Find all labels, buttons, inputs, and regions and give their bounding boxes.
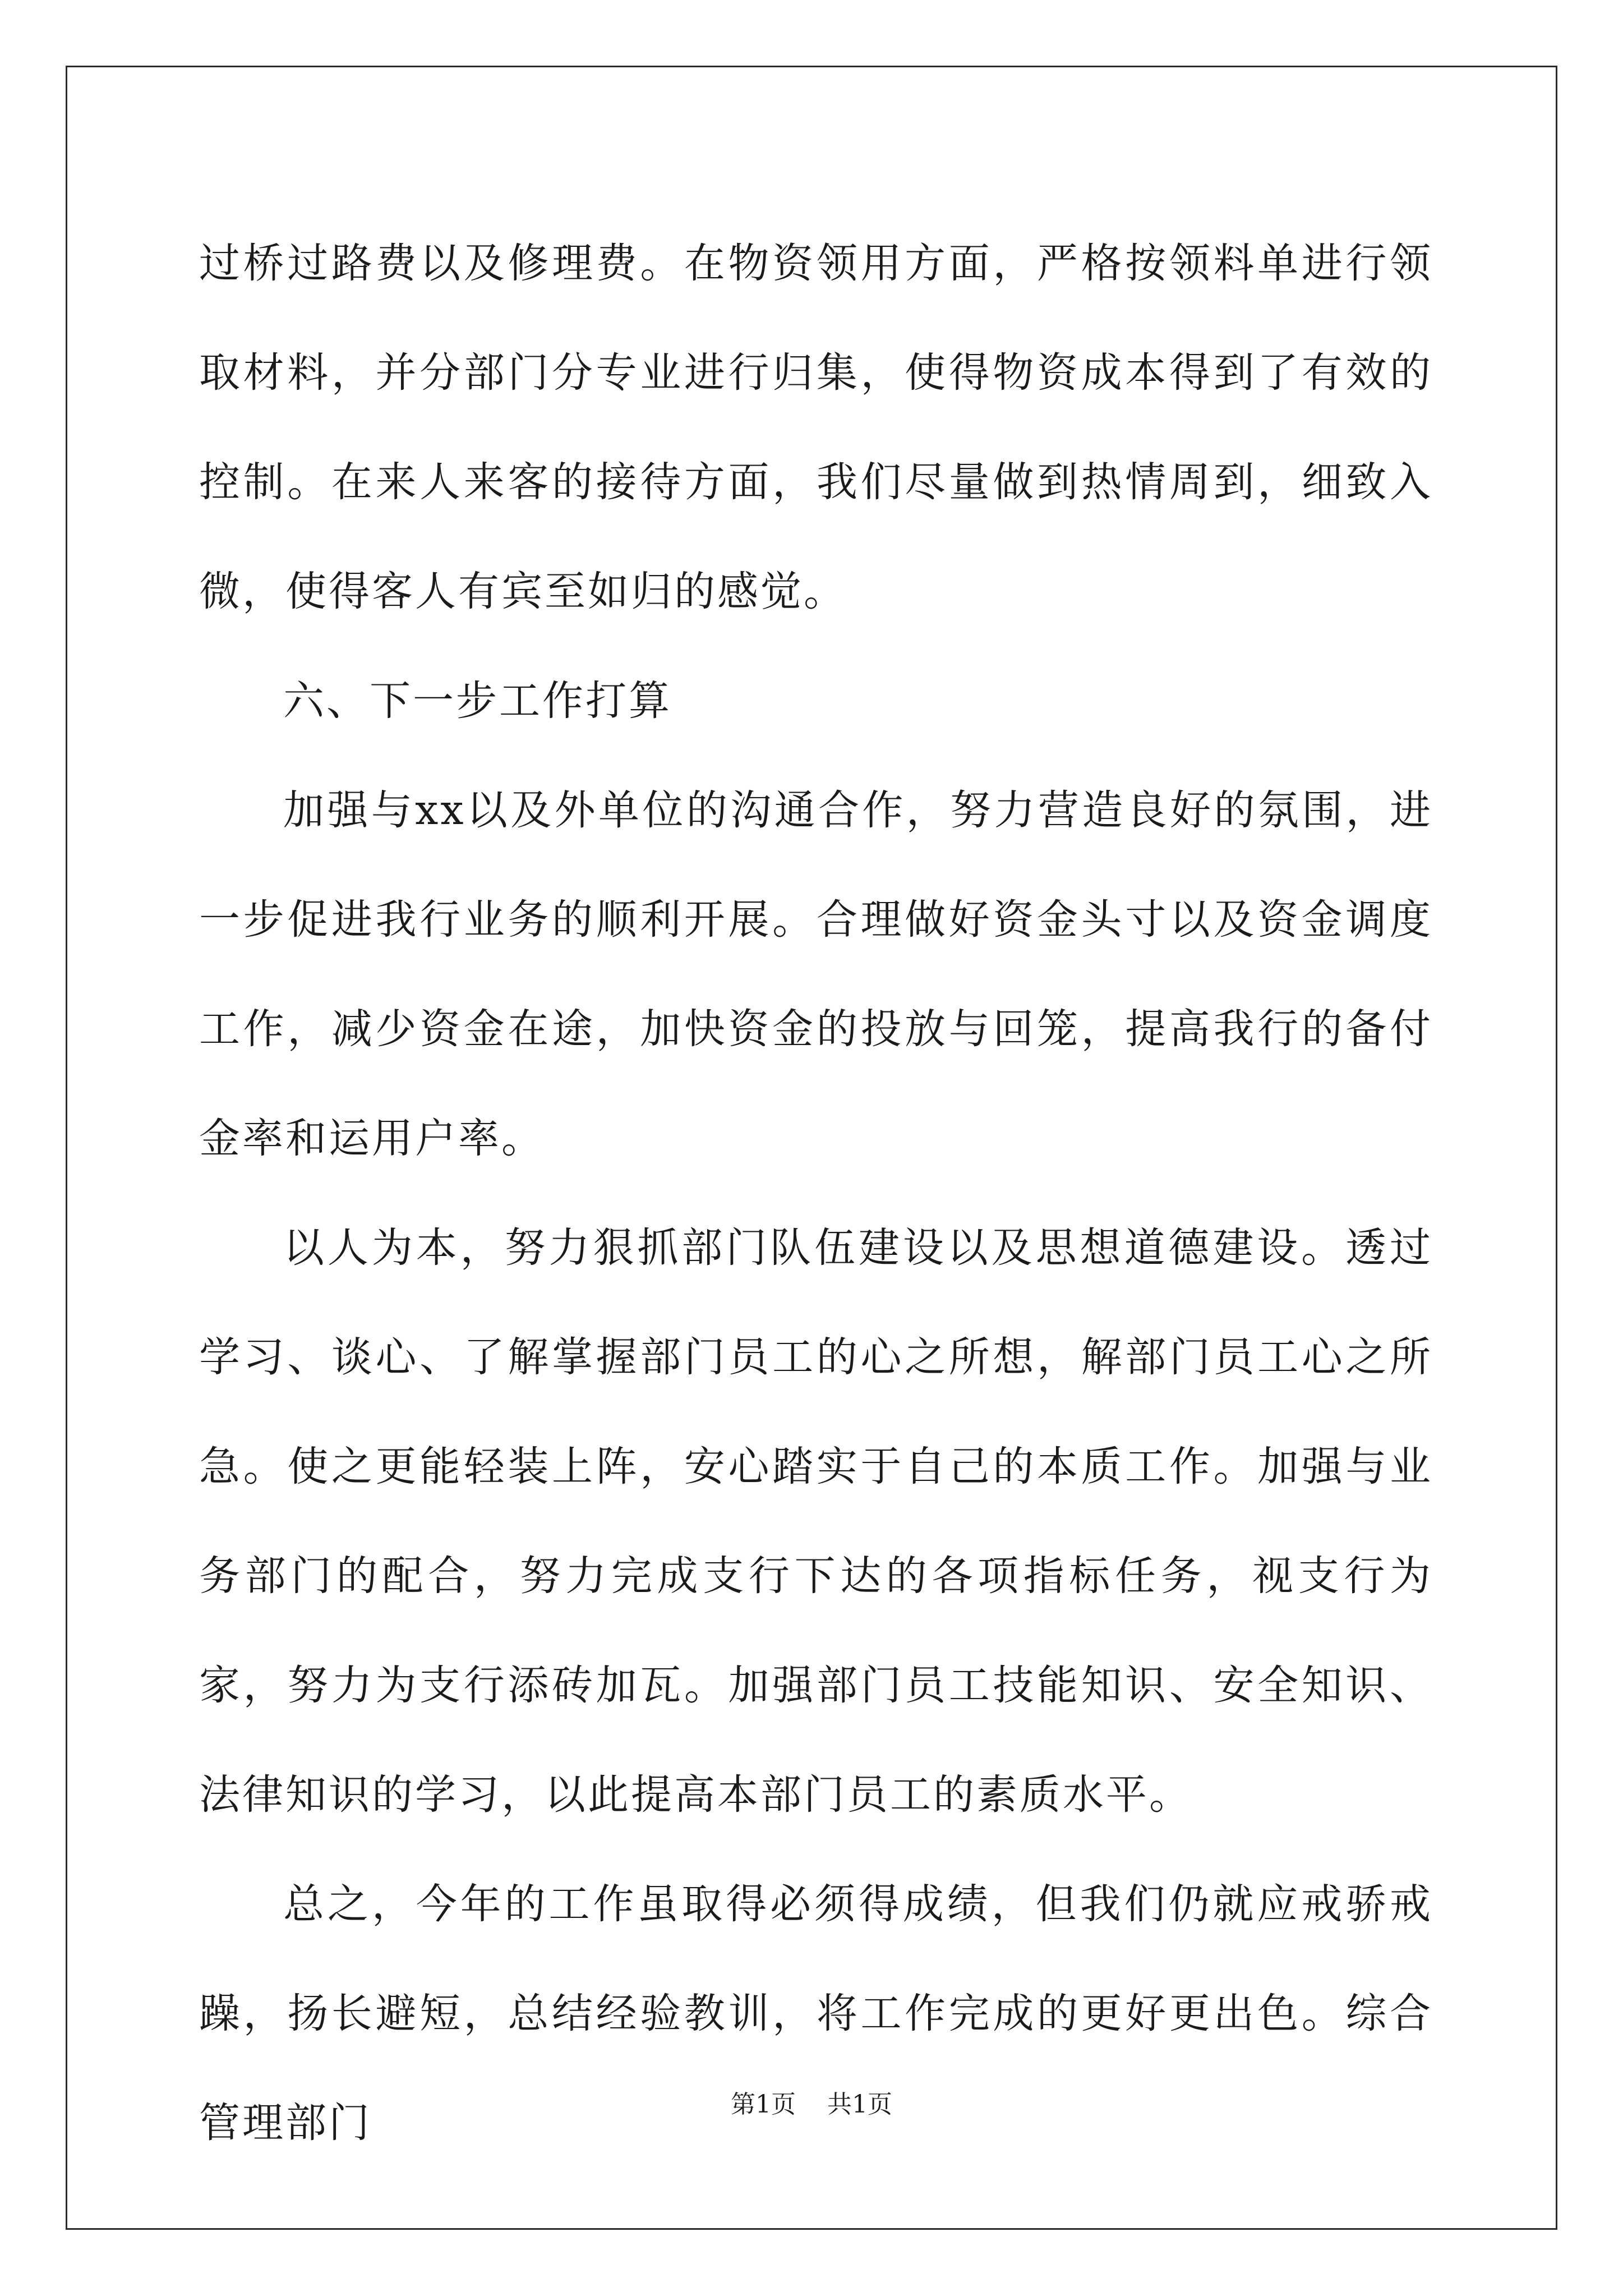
page-number: 第1页	[731, 2090, 796, 2119]
page-total: 共1页	[827, 2090, 892, 2119]
section-heading-next-steps: 六、下一步工作打算	[283, 677, 672, 725]
document-body	[199, 209, 1433, 2178]
paragraph-team-building: 以人为本，努力狠抓部门队伍建设以及思想道德建设。透过学习、谈心、了解掌握部门员工的心之所想，解部门员工心之所急。使之更能轻装上阵，安心踏实于自己的本质工作。加强与业务部门的配合，努力完成支行下达的各项指标任务，视支行为家，努力为支行添砖加瓦。加强部门员工技能知识、安全知识、法律知识的学习，以此提高本部门员工的素质水平。	[199, 1224, 1433, 1819]
paragraph-expense-control: 过桥过路费以及修理费。在物资领用方面，严格按领料单进行领取材料，并分部门分专业进行归集，使得物资成本得到了有效的控制。在来人来客的接待方面，我们尽量做到热情周到，细致入微，使得客人有宾至如归的感觉。	[199, 240, 1433, 615]
paragraph-cooperation: 加强与xx以及外单位的沟通合作，努力营造良好的氛围，进一步促进我行业务的顺利开展。合理做好资金头寸以及资金调度工作，减少资金在途，加快资金的投放与回笼，提高我行的备付金率和运用户率。	[199, 786, 1433, 1162]
paragraph-conclusion: 总之，今年的工作虽取得必须得成绩，但我们仍就应戒骄戒躁，扬长避短，总结经验教训，将工作完成的更好更出色。综合管理部门	[199, 1880, 1433, 2147]
page-footer	[0, 2088, 1623, 2122]
